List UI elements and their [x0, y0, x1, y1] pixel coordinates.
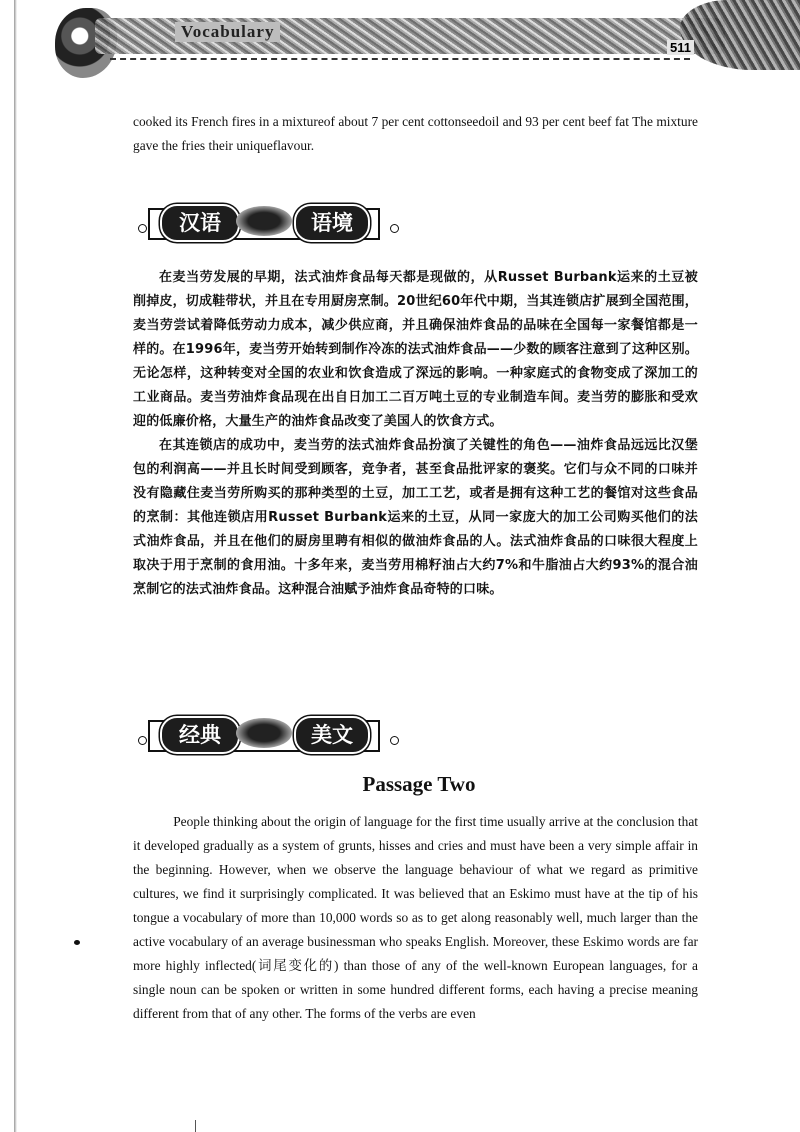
header-title: Vocabulary [175, 22, 280, 42]
header-dashed-rule [110, 58, 690, 60]
badge-pill-right: 语境 [294, 204, 370, 242]
badge-ink-blob [236, 206, 292, 236]
page-header [55, 0, 800, 80]
badge-pill-right: 美文 [294, 716, 370, 754]
passage-paragraph: People thinking about the origin of language for the first time usually arrive at the conclusion that it developed gradually as a system of grunts, hisses and cries and must have been a very simple affair in the beginning. However, when we observe the language behaviour of what we regard as primitive cultures, we find it surprisingly complicated. It was believed that an Eskimo must have at the tip of his tongue a vocabulary of more than 10,000 words so as to get along reasonably well, much larger than the active vocabulary of an average businessman who speaks English. Moreover, these Eskimo words are far more highly inflected(词尾变化的) than those of any of the well-known European languages, for a single noun can be spoken or written in some hundred different forms, each having a precise meaning different from that of any other. The forms of the verbs are even [133, 814, 698, 1021]
margin-speck [74, 940, 80, 945]
passage-title: Passage Two [362, 772, 476, 796]
badge-dot-right [390, 224, 399, 233]
section-badge-chinese-context [138, 204, 408, 244]
page-number: 511 [667, 40, 694, 55]
badge-pill-left: 经典 [160, 716, 240, 754]
chinese-paragraph-2: 在其连锁店的成功中，麦当劳的法式油炸食品扮演了关键性的角色——油炸食品远远比汉堡包的利润高——并且长时间受到顾客，竞争者，甚至食品批评家的褒奖。它们与众不同的口味并没有隐藏住麦当劳所购买的那种类型的土豆，加工工艺，或者是拥有这种工艺的餐馆对这些食品的烹制：其他连锁店用Russet Burbank运来的土豆，从同一家庞大的加工公司购买他们的法式油炸食品，并且在他们的厨房里聘有相似的做油炸食品的人。法式油炸食品的口味很大程度上取决于用于烹制的食用油。十多年来，麦当劳用棉籽油占大约7%和牛脂油占大约93%的混合油烹制它的法式油炸食品。这种混合油赋予油炸食品奇特的口味。 [133, 438, 698, 597]
badge-dot-left [138, 224, 147, 233]
chinese-paragraph-1: 在麦当劳发展的早期，法式油炸食品每天都是现做的，从Russet Burbank运来的土豆被削掉皮，切成鞋带状，并且在专用厨房烹制。20世纪60年代中期，当其连锁店扩展到全国范围，麦当劳尝试着降低劳动力成本，减少供应商，并且确保油炸食品的品味在全国每一家餐馆都是一样的。在1996年，麦当劳开始转到制作冷冻的法式油炸食品——少数的顾客注意到了这种区别。无论怎样，这种转变对全国的农业和饮食造成了深远的影响。一种家庭式的食物变成了深加工的工业商品。麦当劳油炸食品现在出自日加工二百万吨土豆的专业制造车间。麦当劳的膨胀和受欢迎的低廉价格，大量生产的油炸食品改变了美国人的饮食方式。 [133, 270, 698, 429]
passage-body [133, 810, 698, 1026]
badge-dot-right [390, 736, 399, 745]
section-badge-classic-essay [138, 716, 408, 756]
badge-pill-left: 汉语 [160, 204, 240, 242]
spine-shadow [14, 0, 17, 1132]
chinese-translation [133, 266, 698, 602]
header-ornament-right [680, 0, 800, 70]
bottom-tick-mark [195, 1120, 196, 1132]
intro-text: cooked its French fires in a mixtureof about 7 per cent cottonseedoil and 93 per cent beef fat The mixture gave the fries their uniqueflavour. [133, 114, 698, 153]
intro-paragraph [133, 110, 698, 158]
badge-dot-left [138, 736, 147, 745]
badge-ink-blob [236, 718, 292, 748]
